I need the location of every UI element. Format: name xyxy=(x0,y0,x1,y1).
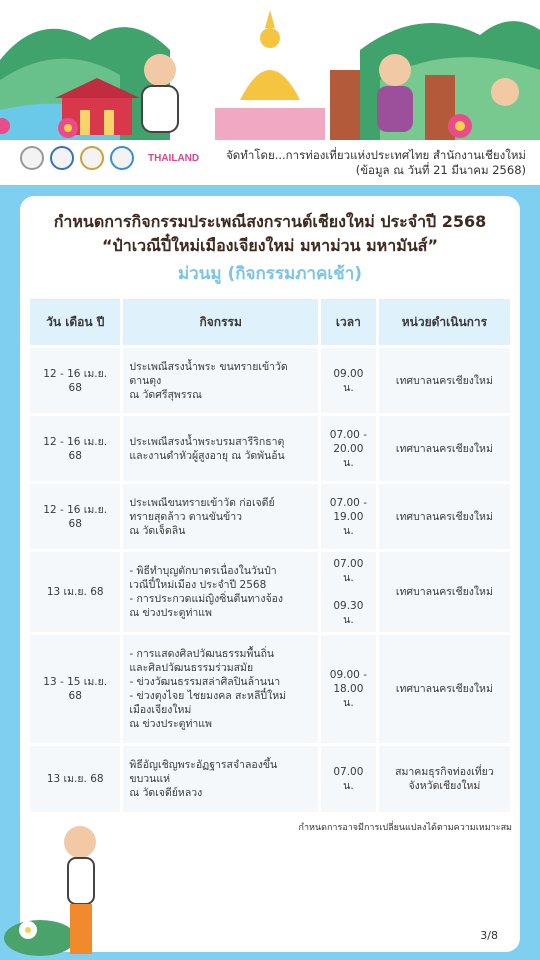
cell-date: 13 เม.ย. 68 xyxy=(30,746,120,812)
cell-time-line: 07.00 - xyxy=(329,496,367,509)
organizer-info xyxy=(226,148,526,178)
cell-time-line: 18.00 น. xyxy=(333,683,364,709)
cell-activity xyxy=(123,348,318,413)
cell-organizer-line: เทศบาลนครเชียงใหม่ xyxy=(395,442,493,455)
cell-activity-line: และศิลปวัฒนธรรมร่วมสมัย xyxy=(129,662,254,674)
cell-activity-line: พิธีอัญเชิญพระอัฏฐารสจำลองขึ้น xyxy=(129,759,278,771)
cell-organizer-line: สมาคมธุรกิจท่องเที่ยว xyxy=(395,766,494,778)
cell-activity-line: ณ ข่วงประตูท่าแพ xyxy=(129,607,212,619)
table-row xyxy=(30,552,510,632)
cell-activity-line: ณ วัดเจดีย์หลวง xyxy=(129,787,203,799)
cell-activity-line: - พิธีทำบุญตักบาตรเนื่องในวันป๋า xyxy=(129,565,277,577)
cell-activity xyxy=(123,484,318,549)
section-subtitle: ม่วนมู (กิจกรรมภาคเช้า) xyxy=(177,264,363,284)
cell-organizer xyxy=(379,746,510,812)
amazing-thailand-logo: THAILAND xyxy=(148,152,200,164)
cell-date: 12 - 16 เม.ย. 68 xyxy=(30,484,120,549)
cell-time xyxy=(321,552,376,632)
cell-date: 13 เม.ย. 68 xyxy=(30,552,120,632)
cell-organizer-line: เทศบาลนครเชียงใหม่ xyxy=(395,586,493,598)
cell-organizer xyxy=(379,416,510,481)
cell-organizer xyxy=(379,484,510,549)
cell-activity-line: ประเพณีขนทรายเข้าวัด ก่อเจดีย์ xyxy=(129,496,275,509)
cell-activity-line: และงานดำหัวผู้สูงอายุ ณ วัดพันอ้น xyxy=(129,449,285,462)
column-header-date: วัน เดือน ปี xyxy=(30,299,120,345)
songkran-illustration xyxy=(0,0,540,140)
cell-time xyxy=(321,348,376,413)
cell-date: 13 - 15 เม.ย. 68 xyxy=(30,635,120,743)
organizer-bar xyxy=(0,140,540,185)
seal-icon xyxy=(20,146,44,170)
cell-activity-line: - ข่วงตุงไจย ไชยมงคล สะหลีปี๋ใหม่ xyxy=(129,690,287,702)
cell-time xyxy=(321,746,376,812)
cell-activity-line: เมืองเจียงใหม่ xyxy=(129,704,192,716)
cell-activity-line: - การแสดงศิลปวัฒนธรรมพื้นถิ่น xyxy=(129,648,275,660)
cell-activity-line: - การประกวดแม่ญิงซิ่นตีนทางจ้อง xyxy=(129,593,284,605)
cell-organizer-line: เทศบาลนครเชียงใหม่ xyxy=(395,510,493,523)
table-header-row xyxy=(30,299,510,345)
mascot-illustration xyxy=(0,820,110,960)
event-slogan: “ป๋าเวณีปี๋ใหม่เมืองเจียงใหม่ มหาม่วน มหามันส์” xyxy=(102,236,438,255)
cell-time-line: 07.00 - xyxy=(329,428,367,441)
page-title: กำหนดการกิจกรรมประเพณีสงกรานต์เชียงใหม่ ประจำปี 2568 xyxy=(53,212,487,231)
cell-time-line: 20.00 น. xyxy=(333,442,364,469)
column-header-activity: กิจกรรม xyxy=(123,299,318,345)
organizer-line: จัดทำโดย...การท่องเที่ยวแห่งประเทศไทย สำนักงานเชียงใหม่ xyxy=(226,148,526,162)
cell-activity-line: ณ วัดศรีสุพรรณ xyxy=(129,388,202,401)
cell-activity-line: ณ วัดเจ็ดลิน xyxy=(129,524,186,537)
header-illustration xyxy=(0,0,540,140)
table-row xyxy=(30,746,510,812)
cell-time-line: 09.30 น. xyxy=(333,600,364,626)
cell-time-line: 09.00 น. xyxy=(333,367,364,394)
cell-activity-line: ขบวนแห่ xyxy=(129,773,171,785)
cell-organizer-line: เทศบาลนครเชียงใหม่ xyxy=(395,683,493,695)
cell-activity-line: - ข่วงวัฒนธรรมสล่าศิลปินล้านนา xyxy=(129,676,281,688)
data-date-line: (ข้อมูล ณ วันที่ 21 มีนาคม 2568) xyxy=(355,163,526,177)
cell-activity xyxy=(123,746,318,812)
cell-time-line: 07.00 น. xyxy=(333,558,364,584)
cell-organizer-line: เทศบาลนครเชียงใหม่ xyxy=(395,374,493,387)
cell-date: 12 - 16 เม.ย. 68 xyxy=(30,348,120,413)
partner-logos xyxy=(20,146,199,170)
seal-icon xyxy=(50,146,74,170)
seal-icon xyxy=(80,146,104,170)
table-row xyxy=(30,348,510,413)
table-row xyxy=(30,484,510,549)
cell-time-line: 07.00 น. xyxy=(333,766,364,792)
cell-time xyxy=(321,416,376,481)
cell-time-line: 09.00 - xyxy=(329,669,367,681)
cell-organizer xyxy=(379,552,510,632)
cell-time xyxy=(321,635,376,743)
cell-activity-line: ประเพณีสรงน้ำพระบรมสารีริกธาตุ xyxy=(129,435,285,448)
cell-activity-line: ตานตุง xyxy=(129,374,162,387)
cell-activity-line: ณ ข่วงประตูท่าแพ xyxy=(129,718,212,730)
cell-activity xyxy=(123,635,318,743)
column-header-organizer: หน่วยดำเนินการ xyxy=(379,299,510,345)
cell-activity-line: เวณีปี๋ใหม่เมือง ประจำปี 2568 xyxy=(129,579,267,591)
cell-organizer xyxy=(379,635,510,743)
cell-time-line xyxy=(327,585,370,599)
cell-time xyxy=(321,484,376,549)
cell-activity xyxy=(123,416,318,481)
table-row xyxy=(30,635,510,743)
cell-time-line: 19.00 น. xyxy=(333,510,364,537)
cell-activity-line: ทรายสุดล้าว ตานขันข้าว xyxy=(129,510,243,523)
column-header-time: เวลา xyxy=(321,299,376,345)
cell-date: 12 - 16 เม.ย. 68 xyxy=(30,416,120,481)
seal-icon xyxy=(110,146,134,170)
schedule-table xyxy=(27,296,513,815)
table-row xyxy=(30,416,510,481)
cell-activity xyxy=(123,552,318,632)
cell-organizer xyxy=(379,348,510,413)
cell-organizer-line: จังหวัดเชียงใหม่ xyxy=(408,780,481,792)
cell-activity-line: ประเพณีสรงน้ำพระ ขนทรายเข้าวัด xyxy=(129,360,288,373)
page-number: 3/8 xyxy=(480,929,498,942)
disclaimer-note: กำหนดการอาจมีการเปลี่ยนแปลงได้ตามความเหมาะสม xyxy=(298,823,512,833)
